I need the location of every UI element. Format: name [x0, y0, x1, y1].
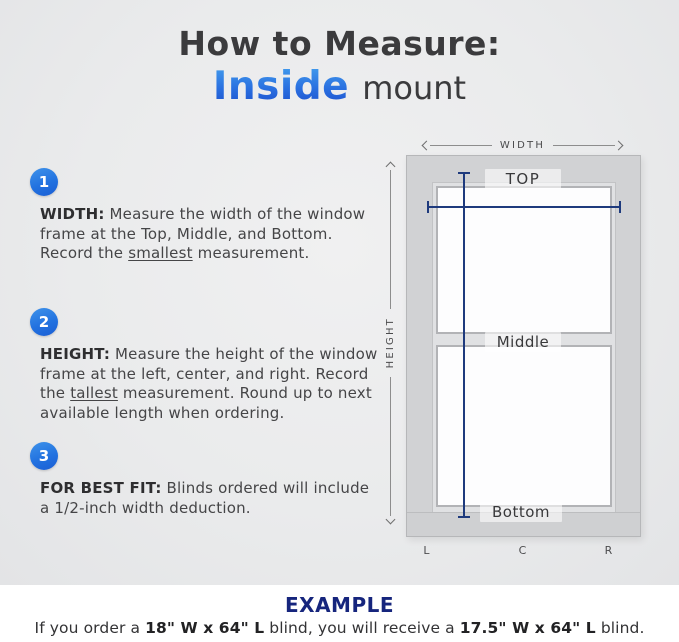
step-1-text — [40, 205, 380, 264]
step-1-underlined-word: smallest — [128, 244, 193, 262]
example-heading: EXAMPLE — [284, 593, 395, 617]
arrow-right-icon — [614, 140, 624, 150]
example-section — [0, 585, 679, 642]
step-1-body-end: measurement. — [192, 244, 310, 262]
height-measurement-line — [463, 172, 465, 518]
title-accent-inside: Inside — [212, 64, 350, 109]
arrow-left-icon — [422, 140, 432, 150]
example-post: blind. — [595, 619, 645, 637]
step-3 — [30, 442, 380, 518]
title-line-2 — [0, 64, 679, 109]
step-3-lead: FOR BEST FIT: — [40, 479, 162, 497]
step-2-text — [40, 345, 380, 423]
center-mark-label: C — [518, 544, 528, 557]
step-3-text — [40, 479, 380, 518]
step-1-body: Measure the width of the window frame at the Top, Middle, and Bottom. Record the — [40, 205, 366, 262]
width-measurement-line — [427, 206, 621, 208]
step-3-number-badge: 3 — [30, 442, 58, 470]
title-line-1: How to Measure: — [178, 24, 501, 63]
arrow-up-icon — [385, 162, 395, 172]
step-1 — [30, 168, 380, 264]
example-received-size: 17.5" W x 64" L — [459, 619, 596, 637]
step-1-lead: WIDTH: — [40, 205, 105, 223]
example-pre: If you order a — [34, 619, 146, 637]
step-2-number-badge: 2 — [30, 308, 58, 336]
example-ordered-size: 18" W x 64" L — [145, 619, 265, 637]
step-2 — [30, 308, 380, 423]
example-body — [0, 619, 679, 637]
arrow-line — [430, 145, 492, 146]
title-rest-mount: mount — [362, 69, 467, 107]
example-mid: blind, you will receive a — [264, 619, 460, 637]
step-2-body: Measure the height of the window frame at the left, center, and right. Record the — [40, 345, 378, 402]
step-1-number-badge: 1 — [30, 168, 58, 196]
arrow-line — [390, 170, 391, 309]
top-position-label: TOP — [485, 169, 561, 189]
arrow-down-icon — [385, 515, 395, 525]
left-mark-label: L — [423, 544, 431, 557]
height-dimension-arrow — [383, 163, 397, 523]
height-arrow-label: HEIGHT — [384, 317, 396, 369]
step-2-lead: HEIGHT: — [40, 345, 111, 363]
right-mark-label: R — [604, 544, 614, 557]
arrow-line — [553, 145, 615, 146]
step-2-body-end: measurement. Round up to next available length when ordering. — [40, 384, 372, 422]
arrow-line — [390, 377, 391, 516]
page-title — [0, 24, 679, 109]
bottom-position-label: Bottom — [480, 502, 562, 522]
middle-position-label: Middle — [485, 332, 561, 352]
step-2-underlined-word: tallest — [70, 384, 118, 402]
width-arrow-label: WIDTH — [499, 139, 546, 151]
width-dimension-arrow — [423, 138, 622, 152]
step-3-body: Blinds ordered will include a 1/2-inch width deduction. — [40, 479, 370, 517]
